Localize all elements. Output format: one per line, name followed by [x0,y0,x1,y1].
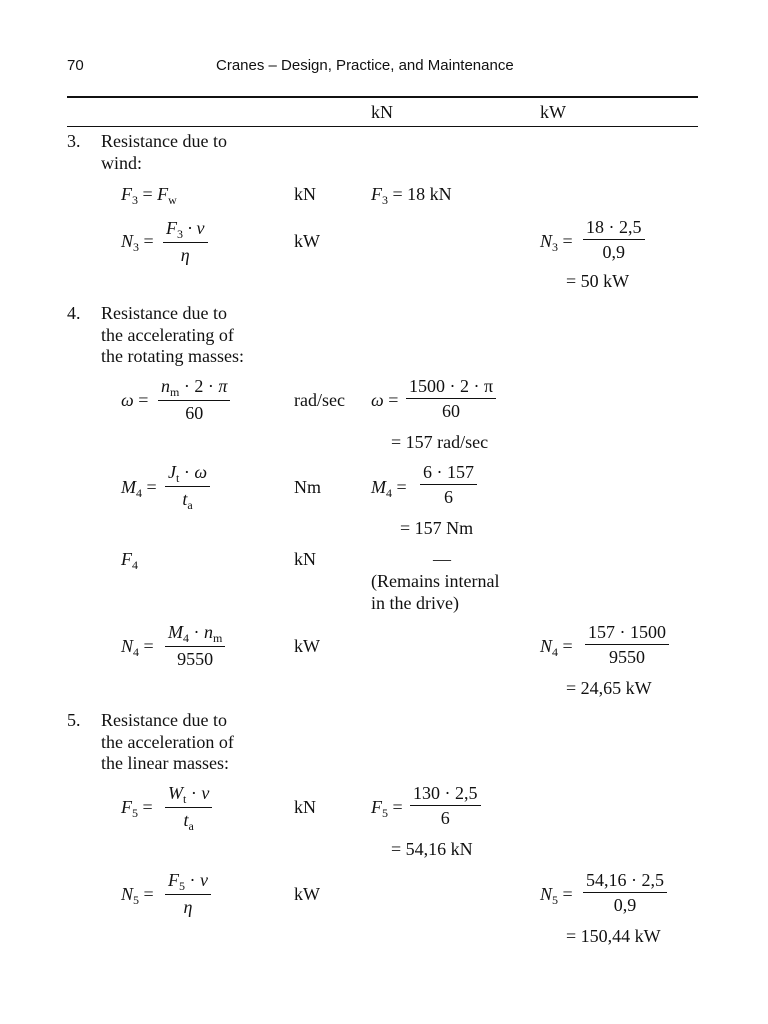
item-4-title-line-3: the rotating masses: [101,346,244,366]
item-4-title-line-2: the accelerating of [101,325,234,345]
f5-result: = 54,16 kN [391,839,473,859]
f4-lhs: $F_4$ [121,549,138,572]
f5-lhs: $F_5$ = [121,797,153,820]
omega-lhs: ω = [121,390,149,410]
n4-lhs: $N_4$ = [121,636,154,659]
n5-formula-fraction: $\frac{F_5 \cdot v}{\eta}$ [165,869,211,918]
n4-calc-fraction: $\frac{157 \cdot 1500}{9550}$ [585,621,669,668]
m4-formula-fraction: $\frac{J_t \cdot \omega}{t_a}$ [165,461,210,512]
n3-unit: kW [294,231,320,251]
n5-calc-lhs: $N_5$ = [540,884,573,907]
item-3-number: 3. [67,131,81,151]
item-5-number: 5. [67,710,81,730]
m4-lhs: $M_4$ = [121,477,157,500]
m4-calc-lhs: $M_4$ = [371,477,407,500]
page-number: 70 [67,57,84,74]
omega-formula-fraction: $\frac{n_m \cdot 2 \cdot \pi}{60}$ [158,375,230,424]
header-rule [67,126,698,127]
item-4-title-line-1: Resistance due to [101,303,227,323]
item-5-title-line-2: the acceleration of [101,732,234,752]
n3-calc-lhs: $N_3$ = [540,231,573,254]
item-3-title-line-1: Resistance due to [101,131,227,151]
running-title: Cranes – Design, Practice, and Maintenance [216,57,514,74]
omega-result: = 157 rad/sec [391,432,489,452]
column-header-kn: kN [371,102,393,122]
omega-calc-fraction: $\frac{1500 \cdot 2 \cdot \pi}{60}$ [406,375,496,422]
n5-lhs: $N_5$ = [121,884,154,907]
item-4-number: 4. [67,303,81,323]
f3-value: $F_3 = 18$ kN [371,184,452,207]
f4-note-line-2: in the drive) [371,593,459,613]
n4-result: = 24,65 kW [566,678,652,698]
f4-dash: — [433,549,451,569]
item-5-title-line-3: the linear masses: [101,753,229,773]
n3-formula-fraction: $\frac{F_3 \cdot v}{\eta}$ [163,217,208,266]
omega-unit: rad/sec [294,390,345,410]
m4-calc-fraction: $\frac{6 \cdot 157}{6}$ [420,461,477,508]
f5-formula-fraction: $\frac{W_t \cdot v}{t_a}$ [165,782,212,833]
m4-unit: Nm [294,477,321,497]
m4-result: = 157 Nm [400,518,474,538]
n3-calc-fraction: $\frac{18 \cdot 2,5}{0,9}$ [583,216,645,263]
f5-calc-lhs: $F_5$ = [371,797,403,820]
f5-calc-fraction: $\frac{130 \cdot 2,5}{6}$ [410,782,481,829]
f4-unit: kN [294,549,316,569]
item-5-title-line-1: Resistance due to [101,710,227,730]
n4-formula-fraction: $\frac{M_4 \cdot n_m}{9550}$ [165,621,225,670]
top-rule [67,96,698,98]
f5-unit: kN [294,797,316,817]
n5-unit: kW [294,884,320,904]
n4-unit: kW [294,636,320,656]
item-3-title-line-2: wind: [101,153,143,173]
column-header-kw: kW [540,102,566,122]
f3-unit: kN [294,184,316,204]
f3-definition: $F_3 = F_w$ [121,184,177,207]
n5-calc-fraction: $\frac{54,16 \cdot 2,5}{0,9}$ [583,869,667,916]
n5-result: = 150,44 kW [566,926,661,946]
n3-lhs: $N_3$ = [121,231,154,254]
n3-result: = 50 kW [566,271,630,291]
f4-note-line-1: (Remains internal [371,571,500,591]
n4-calc-lhs: $N_4$ = [540,636,573,659]
omega-calc-lhs: ω = [371,390,399,410]
